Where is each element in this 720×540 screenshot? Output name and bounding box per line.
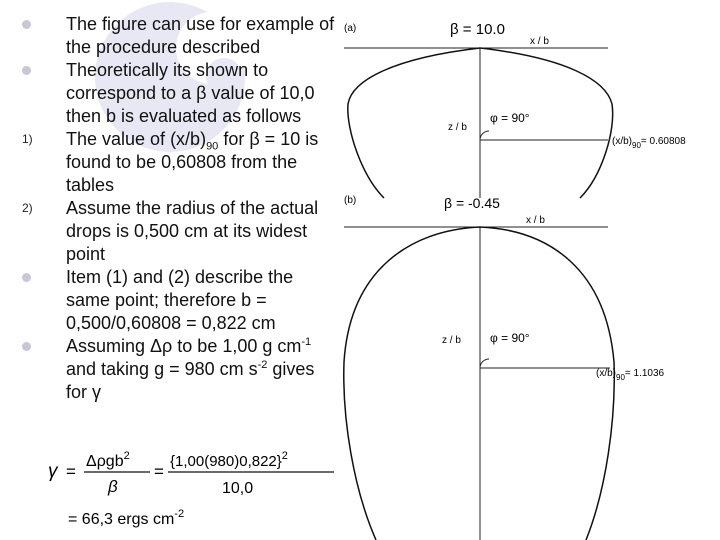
panel-label: (b): [344, 195, 357, 206]
ratio-label: $(x/b)_{90}= 0.60808$: [612, 136, 686, 150]
bullet-number: 2): [22, 201, 33, 215]
bullet-number: 1): [22, 132, 33, 146]
bullet-text: Assuming Δρ to be 1,00 g $cm^{-1}$ and taking g = 980 cm $s^{-2}$ gives for γ: [66, 336, 315, 402]
drop-profile-curve: [344, 227, 614, 540]
bullet-text: The figure can use for example of the procedure described: [66, 14, 335, 57]
formula-result: = 66,3 ergs $cm^{-2}$: [68, 508, 185, 528]
bullet-item: [22, 335, 340, 404]
phi-label: φ = 90°: [490, 111, 530, 125]
bullet-item: [22, 197, 340, 266]
formula-rhs-numerator: $\{1,00(980)0,822\}^2$: [170, 450, 288, 470]
bullet-text: The value of $(x/b)_{90}$ for β = 10 is found to be 0,60808 from the tables: [66, 129, 319, 195]
bullet-text: Theoretically its shown to correspond to a β value of 10,0 then b is evaluated as follows: [66, 60, 315, 126]
beta-label: β = -0.45: [444, 195, 500, 211]
panel-label: (a): [344, 23, 357, 34]
formula-denominator: β: [108, 477, 118, 496]
bullet-text: Item (1) and (2) describe the same point; therefore b = 0,500/0,60808 = 0,822 cm: [66, 267, 294, 333]
bullet-dot-icon: [22, 342, 31, 351]
phi-angle-arc: [480, 359, 489, 368]
bullet-dot-icon: [22, 66, 31, 75]
bullet-item: [22, 13, 340, 59]
bullet-item: [22, 128, 340, 197]
bullet-text: Assume the radius of the actual drops is 0,500 cm at its widest point: [66, 198, 319, 264]
bullet-item: [22, 266, 340, 335]
formula-numerator: Δρgb$^2$: [86, 450, 130, 470]
z-axis-label: z / b: [448, 122, 467, 133]
bullet-list: [22, 13, 340, 404]
x-axis-label: x / b: [526, 215, 545, 226]
bullet-dot-icon: [22, 273, 31, 282]
phi-angle-arc: [480, 131, 489, 140]
drop-profile-figure-b: [340, 190, 720, 540]
phi-label: φ = 90°: [490, 331, 530, 345]
bullet-item: [22, 59, 340, 128]
z-axis-label: z / b: [442, 335, 461, 346]
bullet-dot-icon: [22, 20, 31, 29]
formula-rhs-denominator: 10,0: [222, 480, 254, 497]
formula-equals: =: [154, 462, 164, 481]
beta-label: β = 10.0: [450, 21, 505, 38]
surface-tension-formula: [46, 444, 346, 534]
formula-gamma: γ: [48, 461, 58, 482]
x-axis-label: x / b: [530, 36, 549, 47]
formula-equals: =: [66, 462, 76, 481]
ratio-label: $(x/b)_{90}= 1.1036$: [596, 368, 665, 382]
drop-profile-figure-a: [340, 14, 720, 202]
